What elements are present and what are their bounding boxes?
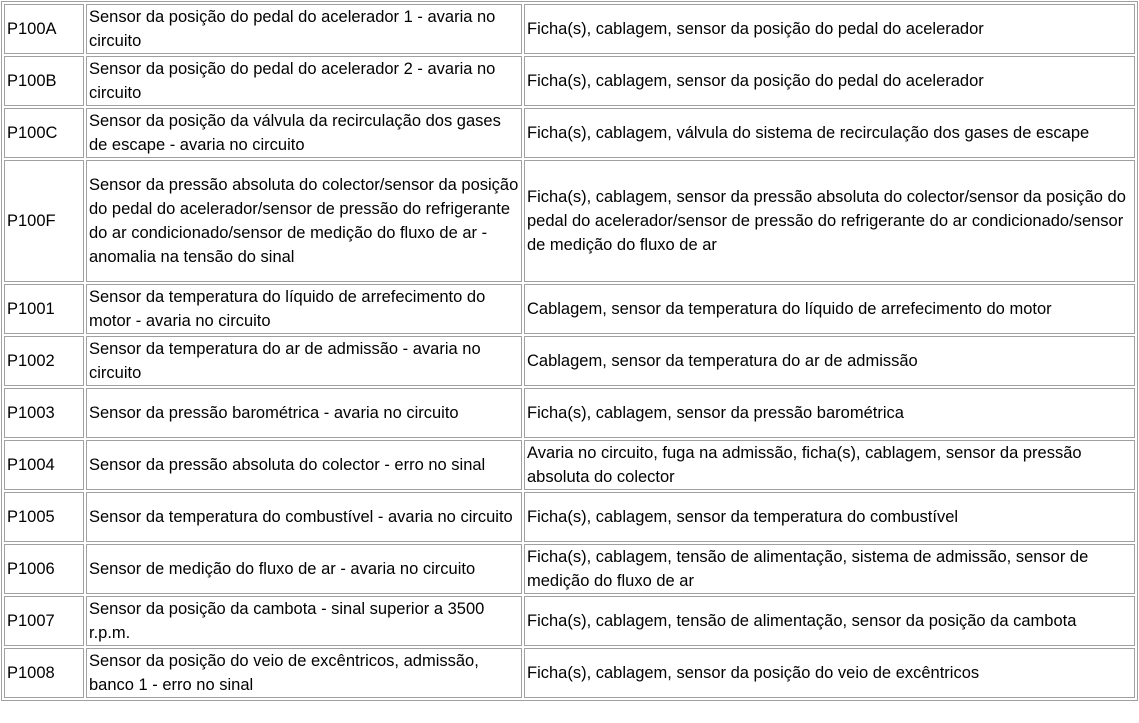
fault-cause: Ficha(s), cablagem, sensor da posição do veio de excêntricos	[524, 648, 1135, 698]
fault-cause: Ficha(s), cablagem, sensor da posição do pedal do acelerador	[524, 4, 1135, 54]
table-row	[4, 440, 1135, 490]
fault-description: Sensor da pressão absoluta do colector - erro no sinal	[86, 440, 522, 490]
fault-description: Sensor da posição da cambota - sinal superior a 3500 r.p.m.	[86, 596, 522, 646]
fault-code: P1005	[4, 492, 84, 542]
fault-cause: Ficha(s), cablagem, tensão de alimentação, sensor da posição da cambota	[524, 596, 1135, 646]
fault-code: P1004	[4, 440, 84, 490]
fault-code-table	[1, 1, 1138, 701]
fault-cause: Ficha(s), cablagem, sensor da pressão barométrica	[524, 388, 1135, 438]
fault-description: Sensor de medição do fluxo de ar - avaria no circuito	[86, 544, 522, 594]
table-row	[4, 544, 1135, 594]
table-row	[4, 284, 1135, 334]
fault-description: Sensor da temperatura do líquido de arrefecimento do motor - avaria no circuito	[86, 284, 522, 334]
fault-code: P1008	[4, 648, 84, 698]
fault-description: Sensor da temperatura do combustível - avaria no circuito	[86, 492, 522, 542]
fault-description: Sensor da pressão absoluta do colector/sensor da posição do pedal do acelerador/sensor de pressão do refrigerante do ar condicionado/sensor de medição do fluxo de ar - anomalia na tensão do sinal	[86, 160, 522, 282]
fault-cause: Cablagem, sensor da temperatura do ar de admissão	[524, 336, 1135, 386]
fault-code: P1003	[4, 388, 84, 438]
fault-code: P100B	[4, 56, 84, 106]
table-row	[4, 56, 1135, 106]
fault-description: Sensor da posição do veio de excêntricos, admissão, banco 1 - erro no sinal	[86, 648, 522, 698]
table-row	[4, 648, 1135, 698]
table-row	[4, 388, 1135, 438]
fault-description: Sensor da posição da válvula da recirculação dos gases de escape - avaria no circuito	[86, 108, 522, 158]
fault-code: P1002	[4, 336, 84, 386]
fault-description: Sensor da posição do pedal do acelerador 1 - avaria no circuito	[86, 4, 522, 54]
fault-code: P1007	[4, 596, 84, 646]
fault-code: P100F	[4, 160, 84, 282]
fault-code: P1001	[4, 284, 84, 334]
fault-description: Sensor da temperatura do ar de admissão - avaria no circuito	[86, 336, 522, 386]
fault-cause: Cablagem, sensor da temperatura do líquido de arrefecimento do motor	[524, 284, 1135, 334]
fault-cause: Ficha(s), cablagem, válvula do sistema de recirculação dos gases de escape	[524, 108, 1135, 158]
fault-cause: Ficha(s), cablagem, sensor da posição do pedal do acelerador	[524, 56, 1135, 106]
fault-description: Sensor da posição do pedal do acelerador 2 - avaria no circuito	[86, 56, 522, 106]
fault-cause: Ficha(s), cablagem, sensor da temperatura do combustível	[524, 492, 1135, 542]
fault-cause: Avaria no circuito, fuga na admissão, ficha(s), cablagem, sensor da pressão absoluta do colector	[524, 440, 1135, 490]
fault-code: P1006	[4, 544, 84, 594]
table-row	[4, 492, 1135, 542]
fault-description: Sensor da pressão barométrica - avaria no circuito	[86, 388, 522, 438]
fault-cause: Ficha(s), cablagem, tensão de alimentação, sistema de admissão, sensor de medição do fluxo de ar	[524, 544, 1135, 594]
fault-code: P100A	[4, 4, 84, 54]
fault-cause: Ficha(s), cablagem, sensor da pressão absoluta do colector/sensor da posição do pedal do acelerador/sensor de pressão do refrigerante do ar condicionado/sensor de medição do fluxo de ar	[524, 160, 1135, 282]
table-row	[4, 160, 1135, 282]
fault-code: P100C	[4, 108, 84, 158]
table-row	[4, 336, 1135, 386]
table-row	[4, 596, 1135, 646]
table-row	[4, 4, 1135, 54]
table-row	[4, 108, 1135, 158]
